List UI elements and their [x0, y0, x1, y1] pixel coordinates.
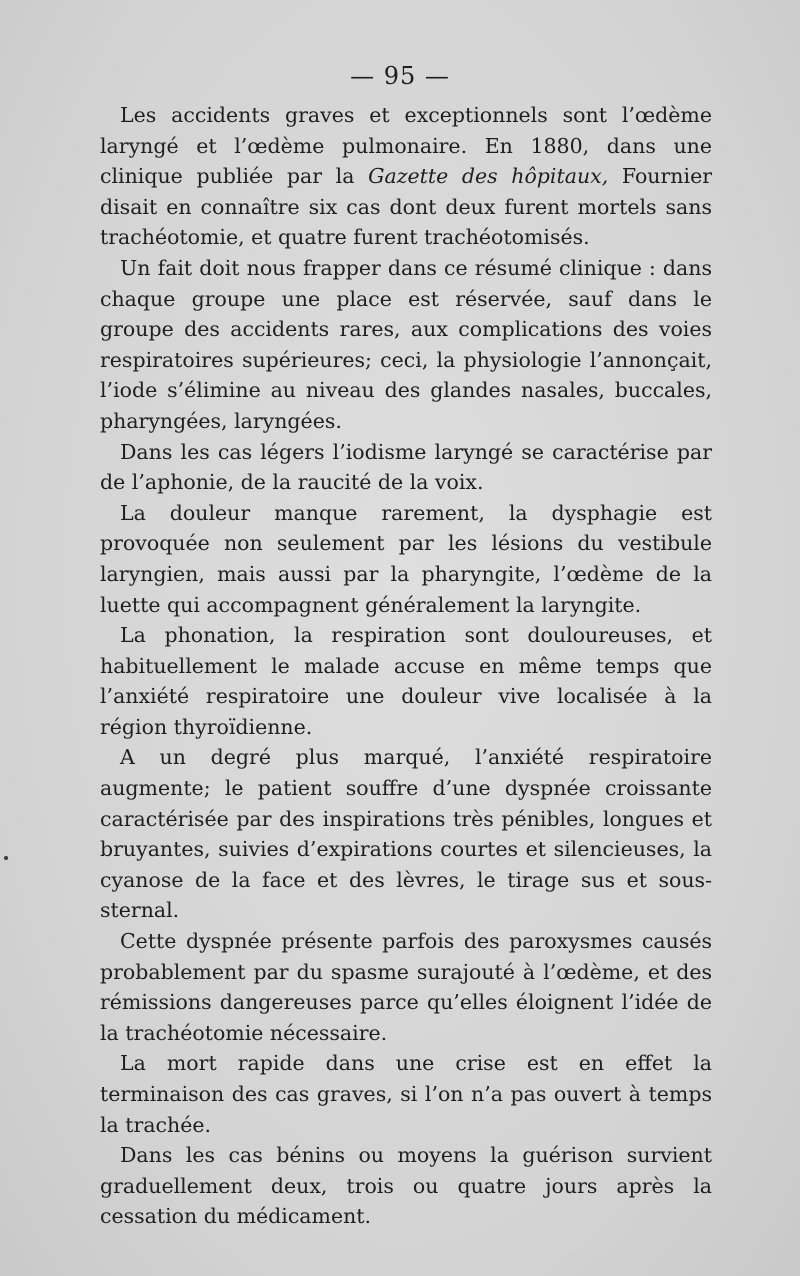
paragraph-1-text-end: Fournier disait en connaître six cas dont deux furent mortels sans trachéotomie, et quatre furent trachéotomisés.	[100, 164, 713, 250]
paragraph-4: La douleur manque rarement, la dysphagie est provoquée non seulement par les lésions du vestibule laryngien, mais aussi par la pharyngite, l’œdème de la luette qui accompagnent généralement la laryngite.	[100, 500, 712, 617]
paragraph-8: La mort rapide dans une crise est en effet la terminaison des cas graves, si l’on n’a pas ouvert à temps la trachée.	[100, 1051, 712, 1137]
body-text	[100, 100, 712, 1232]
paper-speck	[4, 856, 8, 860]
paragraph-6: A un degré plus marqué, l’anxiété respiratoire augmente; le patient souffre d’une dyspnée croissante caractérisée par des inspirations très pénibles, longues et bruyantes, suivies d’expirations courtes et silencieuses, la cyanose de la face et des lèvres, le tirage sus et sous-sternal.	[100, 745, 712, 923]
paragraph-5: La phonation, la respiration sont douloureuses, et habituellement le malade accuse en même temps que l’anxiété respiratoire une douleur vive localisée à la région thyroïdienne.	[100, 623, 712, 739]
paragraph-2: Un fait doit nous frapper dans ce résumé clinique : dans chaque groupe une place est réservée, sauf dans le groupe des accidents rares, aux complications des voies respiratoires supérieures; ceci, la physiologie l’annonçait, l’iode s’élimine au niveau des glandes nasales, buccales, pharyngées, laryngées.	[100, 255, 712, 433]
paragraph-1	[100, 100, 712, 253]
paragraph-9: Dans les cas bénins ou moyens la guérison survient graduellement deux, trois ou quatre jours après la cessation du médicament.	[100, 1143, 712, 1229]
paragraph-1-text-start: Les accidents graves et exceptionnels sont l’œdème laryngé et l’œdème pulmonaire. En 1880, dans une clinique publiée par la	[100, 103, 712, 189]
page-number: — 95 —	[350, 62, 450, 90]
paragraph-3: Dans les cas légers l’iodisme laryngé se caractérise par de l’aphonie, de la raucité de la voix.	[100, 439, 712, 495]
journal-title: Gazette des hôpitaux,	[368, 164, 609, 189]
paragraph-7: Cette dyspnée présente parfois des paroxysmes causés probablement par du spasme surajouté à l’œdème, et des rémissions dangereuses parce qu’elles éloignent l’idée de la trachéotomie nécessaire.	[100, 929, 712, 1045]
